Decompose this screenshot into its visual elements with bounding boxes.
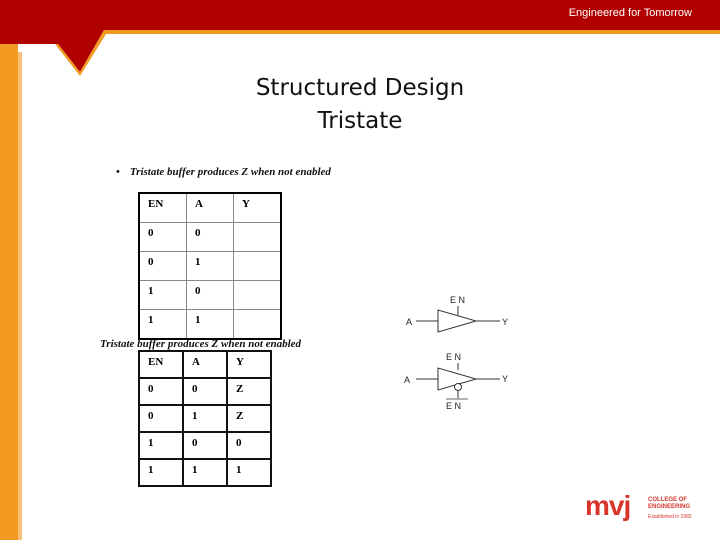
table-cell: Z: [227, 405, 271, 432]
table-cell: 1: [227, 459, 271, 486]
left-accent-bar: [0, 44, 18, 540]
bullet-dot: •: [116, 166, 120, 178]
table-cell: [234, 310, 282, 340]
table-row: [139, 405, 271, 432]
enable-label: E N: [446, 352, 462, 362]
table-cell: 0: [227, 432, 271, 459]
table-row: [139, 432, 271, 459]
table-header-cell: EN: [139, 351, 183, 378]
table-cell: 1: [139, 459, 183, 486]
table-row: [139, 252, 281, 281]
table-cell: 0: [139, 223, 187, 252]
table-header-row: [139, 351, 271, 378]
table-cell: 1: [187, 310, 234, 340]
left-accent-inner: [18, 52, 22, 540]
table-header-cell: A: [183, 351, 227, 378]
table-cell: 0: [139, 405, 183, 432]
logo-line-2: ENGINEERING: [648, 504, 691, 510]
table-row: [139, 223, 281, 252]
truth-table-2: [138, 350, 272, 487]
logo-text: [648, 497, 708, 511]
table-cell: 1: [183, 459, 227, 486]
table-header-cell: Y: [234, 193, 282, 223]
table-row: [139, 459, 271, 486]
truth-table-1: [138, 192, 282, 340]
tristate-buffer-2: [404, 352, 508, 411]
table-cell: 0: [139, 378, 183, 405]
table-cell: 1: [139, 432, 183, 459]
college-logo: [585, 490, 692, 521]
table-cell: [234, 223, 282, 252]
title-line-2: Tristate: [317, 108, 403, 134]
table-cell: 0: [187, 281, 234, 310]
table-cell: [234, 252, 282, 281]
tristate-diagram: [396, 290, 526, 415]
table-cell: 1: [139, 281, 187, 310]
table-cell: 0: [183, 378, 227, 405]
table-cell: 0: [183, 432, 227, 459]
input-label: A: [406, 317, 413, 327]
table-cell: 1: [183, 405, 227, 432]
enable-bar-label: E N: [446, 401, 462, 411]
table-row: [139, 310, 281, 340]
table-header-row: [139, 193, 281, 223]
table-header-cell: A: [187, 193, 234, 223]
input-label: A: [404, 375, 411, 385]
table-row: [139, 378, 271, 405]
enable-label: E N: [450, 295, 466, 305]
logo-mark: mvj: [585, 490, 631, 521]
table-header-cell: Y: [227, 351, 271, 378]
slide-title: [200, 72, 520, 138]
output-label: Y: [502, 317, 509, 327]
bullet-line: [116, 166, 331, 178]
table-cell: [234, 281, 282, 310]
tagline: Engineered for Tomorrow: [568, 7, 692, 19]
tristate-buffer-1: [406, 295, 508, 332]
table-caption: Tristate buffer produces Z when not enabled: [100, 338, 302, 350]
table-cell: 0: [139, 252, 187, 281]
inversion-bubble-icon: [455, 384, 462, 391]
table-cell: Z: [227, 378, 271, 405]
output-label: Y: [502, 374, 509, 384]
bullet-text: Tristate buffer produces Z when not enabled: [129, 166, 331, 178]
table-row: [139, 281, 281, 310]
logo-subtitle: Established in 1982: [648, 514, 692, 520]
table-cell: 1: [139, 310, 187, 340]
table-header-cell: EN: [139, 193, 187, 223]
table-cell: 0: [187, 223, 234, 252]
table-cell: 1: [187, 252, 234, 281]
buffer-triangle-icon: [438, 310, 476, 332]
title-line-1: Structured Design: [255, 75, 465, 101]
logo-line-1: COLLEGE OF: [648, 497, 687, 503]
